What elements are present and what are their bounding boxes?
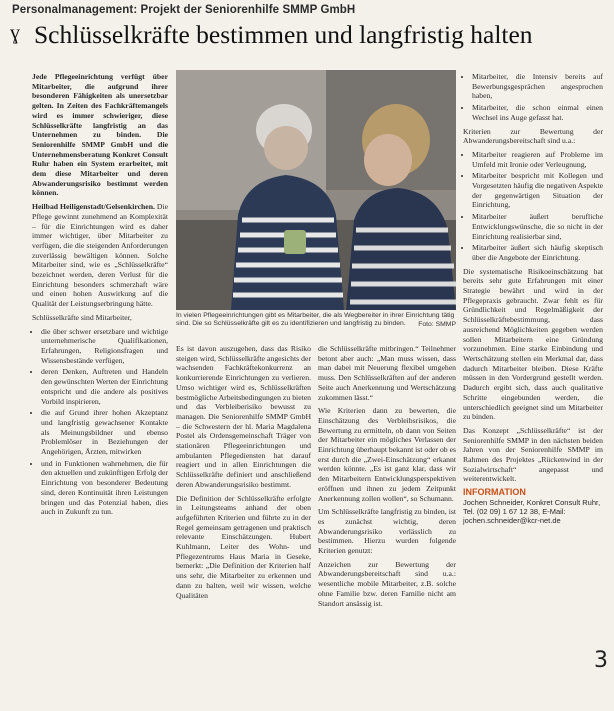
body-paragraph: Die systematische Risikoeinschätzung hat bereits sehr gute Erfahrungen mit einer Strategie bewährt und wird in der Pflegepraxis gebraucht. Zwar fehlt es für Gründlichkeit und Regelmäßigkeit der Schlüsselkräftebestimmung, dass ausreichend Möglichkeiten gegeben werden sollen Mitarbeitern eine Gründung vorzunehmen. Eine starke Einbindung und Wertschätzung stellen ein Merkmal dar, dass dadurch Mitarbeiter bleiben. Diese Kräfte müssen in den Vordergrund gestellt werden. Dadurch ergibt sich, dass auch qualitative Schritte eingebunden werden, die unterschiedlich geeignet sind um Mitarbeiter zu binden. [463,266,603,422]
list-item: • Mitarbeiter reagieren auf Probleme im Umfeld mit Ironie oder Verleugnung, [472,150,603,169]
list-item: • deren Denken, Auftreten und Handeln den gewünschten Werten der Einrichtung entspricht und die andere als positives Vorbild inspirieren, [41,367,168,406]
article-photo [176,70,456,310]
column-1 [32,72,168,521]
body-paragraph: Es ist davon auszugehen, dass das Risiko steigen wird, Schlüsselkräfte angesichts der wachsenden Fachkräftekonkurrenz an konkurrierende Einrichtungen zu verlieren. Umso wichtiger wird es, Schlüsselkräften bestmögliche Arbeitsbedingungen zu bieten und das Verbleiberisiko bewusst zu managen. Die Seniorenhilfe SMMP GmbH – die Schwestern der hl. Maria Magdalena Postel als Ordensgemeinschaft Träger von stationären Pflegeeinrichtungen und ambulanten Pflegediensten hat darauf reagiert und in allen Einrichtungen die Schlüsselkräfte definiert und anschließend deren Abwanderungsrisiko bestimmt. [176,344,311,489]
body-paragraph: Kriterien zur Bewertung der Abwanderungsbereitschaft sind u.a.: [463,126,603,146]
info-heading: INFORMATION [463,487,526,498]
body-paragraph [32,202,168,309]
photo-caption [176,312,456,329]
article-headline: Schlüsselkräfte bestimmen und langfristig halten [34,20,533,49]
dateline: Heilbad Heiligenstadt/Gelsenkirchen. [32,202,155,212]
caption-text: In vielen Pflegeeinrichtungen gibt es Mitarbeiter, die als Wegbereiter in ihrer Einrichtung tätig sind. Die so Schlüsselkräfte gilt es zu identifizieren und langfristig zu binden. [176,312,455,328]
body-paragraph: Das Konzept „Schlüsselkräfte“ ist der Seniorenhilfe SMMP in den nächsten beiden Jahren von der Seniorenhilfe SMMP im Rahmen des Projektes „Rückenwind in der Sozialwirtschaft“ angepasst und weiterentwickelt. [463,425,603,484]
body-paragraph: Wie Kriterien dann zu bewerten, die Einschätzung des Verbleibsrisikos, die Bewertung zu ermitteln, ob dann von Seiten der Mitarbeiter ein mögliches Verlassen der Einrichtung überhaupt bekannt ist oder ob es erst durch die „Zwei-Einschätzung“ erkannt werden könnte. „Es ist ganz klar, dass wir den Mitarbeitern Entwicklungsperspektiven eröffnen und ihnen zu jedem Zeitpunkt Anerkennung zollen wollen“, so Schumann. [318,406,456,503]
list-item: • Mitarbeiter, die schon einmal einen Wechsel ins Auge gefasst hat. [472,103,603,122]
numbered-item: Anzeichen zur Bewertung der Abwanderungsbereitschaft sind u.a.: wesentliche mobile Mitarbeiter, z.B. solche ohne Familie bzw. deren Familie nicht am Standort ansässig ist. [318,559,456,608]
body-paragraph: Um Schlüsselkräfte langfristig zu binden, ist es zunächst wichtig, deren Abwanderungsrisiko verlässlich zu bestimmen. Hierzu wurden folgende Kriterien genutzt: [318,507,456,556]
top-list [463,72,603,123]
list-item: • Mitarbeiter bespricht mit Kollegen und Vorgesetzten häufig die negativen Aspekte der gegenwärtigen Situation der Einrichtung, [472,171,603,210]
list-item: • Mitarbeiter, die Intensiv bereits auf Bewerbungsgesprächen angesprochen haben, [472,72,603,101]
criteria-list [32,327,168,517]
list-item: • die auf Grund ihrer hohen Akzeptanz und langfristig gewachsener Kontakte als Meinungsbildner und ebenso Problemlöser in Beziehungen der Angehörigen, Ärzten, mitwirken [41,408,168,457]
body-paragraph: die Schlüsselkräfte mitbringen.“ Teilnehmer betont aber auch: „Man muss wissen, dass man dabei mit Neuerung flexibel umgehen muss. Den Schlüsselkräften auf der anderen Seite auch Anerkennung und Wertschätzung zukommen lässt.“ [318,344,456,402]
photo-illustration [176,70,456,310]
info-contact: Jochen Schneider, Konkret Consult Ruhr, Tel. (02 09) 1 67 12 38, E-Mail: jochen.schneider@kcr-net.de [463,497,601,526]
list-item: • Mitarbeiter äußert berufliche Entwicklungswünsche, die so nicht in der Einrichtung realisierbar sind, [472,212,603,241]
lead-paragraph: Jede Pflegeeinrichtung verfügt über Mitarbeiter, die aufgrund ihrer besonderen Fähigkeiten als unersetzbar gelten. In Zeiten des Fachkräftemangels wird es immer schwieriger, diese Schlüsselkräfte langfristig an das Unternehmen zu binden. Die Seniorenhilfe SMMP GmbH und die Unternehmensberatung Konkret Consult Ruhr haben ein System erarbeitet, mit dem diese Mitarbeiter und deren Abwanderungsrisiko bestimmt werden können. [32,72,168,198]
photo-credit: Foto: SMMP [418,321,456,329]
handwritten-bracket-mark: 3 [594,648,608,673]
handwritten-mark: ɣ [10,22,20,44]
list-item: • Mitarbeiter äußert sich häufig skeptisch über die Angebote der Einrichtung. [472,243,603,262]
column-3 [318,344,456,612]
paragraph-text: Die Pflege gewinnt zunehmend an Komplexität – für die Einrichtungen wird es daher immer wichtiger, über Mitarbeiter zu verfügen, die die steigenden Anforderungen zuverlässig bewältigen können. Solche Mitarbeiter sind, wie es „Schlüsselkräfte“ bezeichnet werden, deren Verlust für die Einrichtung besonders schmerzhaft wäre und einen hohen Auswirkung auf die Qualität der Leistungserbringung hätte. [32,202,168,309]
article-kicker: Personalmanagement: Projekt der Seniorenhilfe SMMP GmbH [12,4,356,16]
body-paragraph: Schlüsselkräfte sind Mitarbeiter, [32,312,132,322]
list-item: • die über schwer ersetzbare und wichtige unternehmerische Qualifikationen, Erfahrungen, Religionsfragen und Wissensbestände verfügen, [41,327,168,366]
list-item: • und in Funktionen wahrnehmen, die für den aktuellen und zukünftigen Erfolg der Einrichtung von besonderer Bedeutung sind, deren Kontinuität ihren Leistungen bringen und das Potenzial haben, dies auch in Zukunft zu tun. [41,459,168,517]
column-4 [463,72,603,525]
body-paragraph: Die Definition der Schlüsselkräfte erfolgte in Leitungsteams anhand der oben aufgeführten Kriterien und führte zu in der Regel gemeinsam getragenen und praktisch relevante Einschätzungen. Hubert Kuhlmann, Leiter des Wohn- und Pflegezentrums Haus Maria in Geseke, bemerkt: „Die Definition der Kriterien half uns sehr, die Mitarbeiter zu erkennen und dann zu halten, weil wir wissen, welche Qualitäten [176,493,311,600]
column-2 [176,344,311,604]
risk-criteria-list [463,150,603,263]
